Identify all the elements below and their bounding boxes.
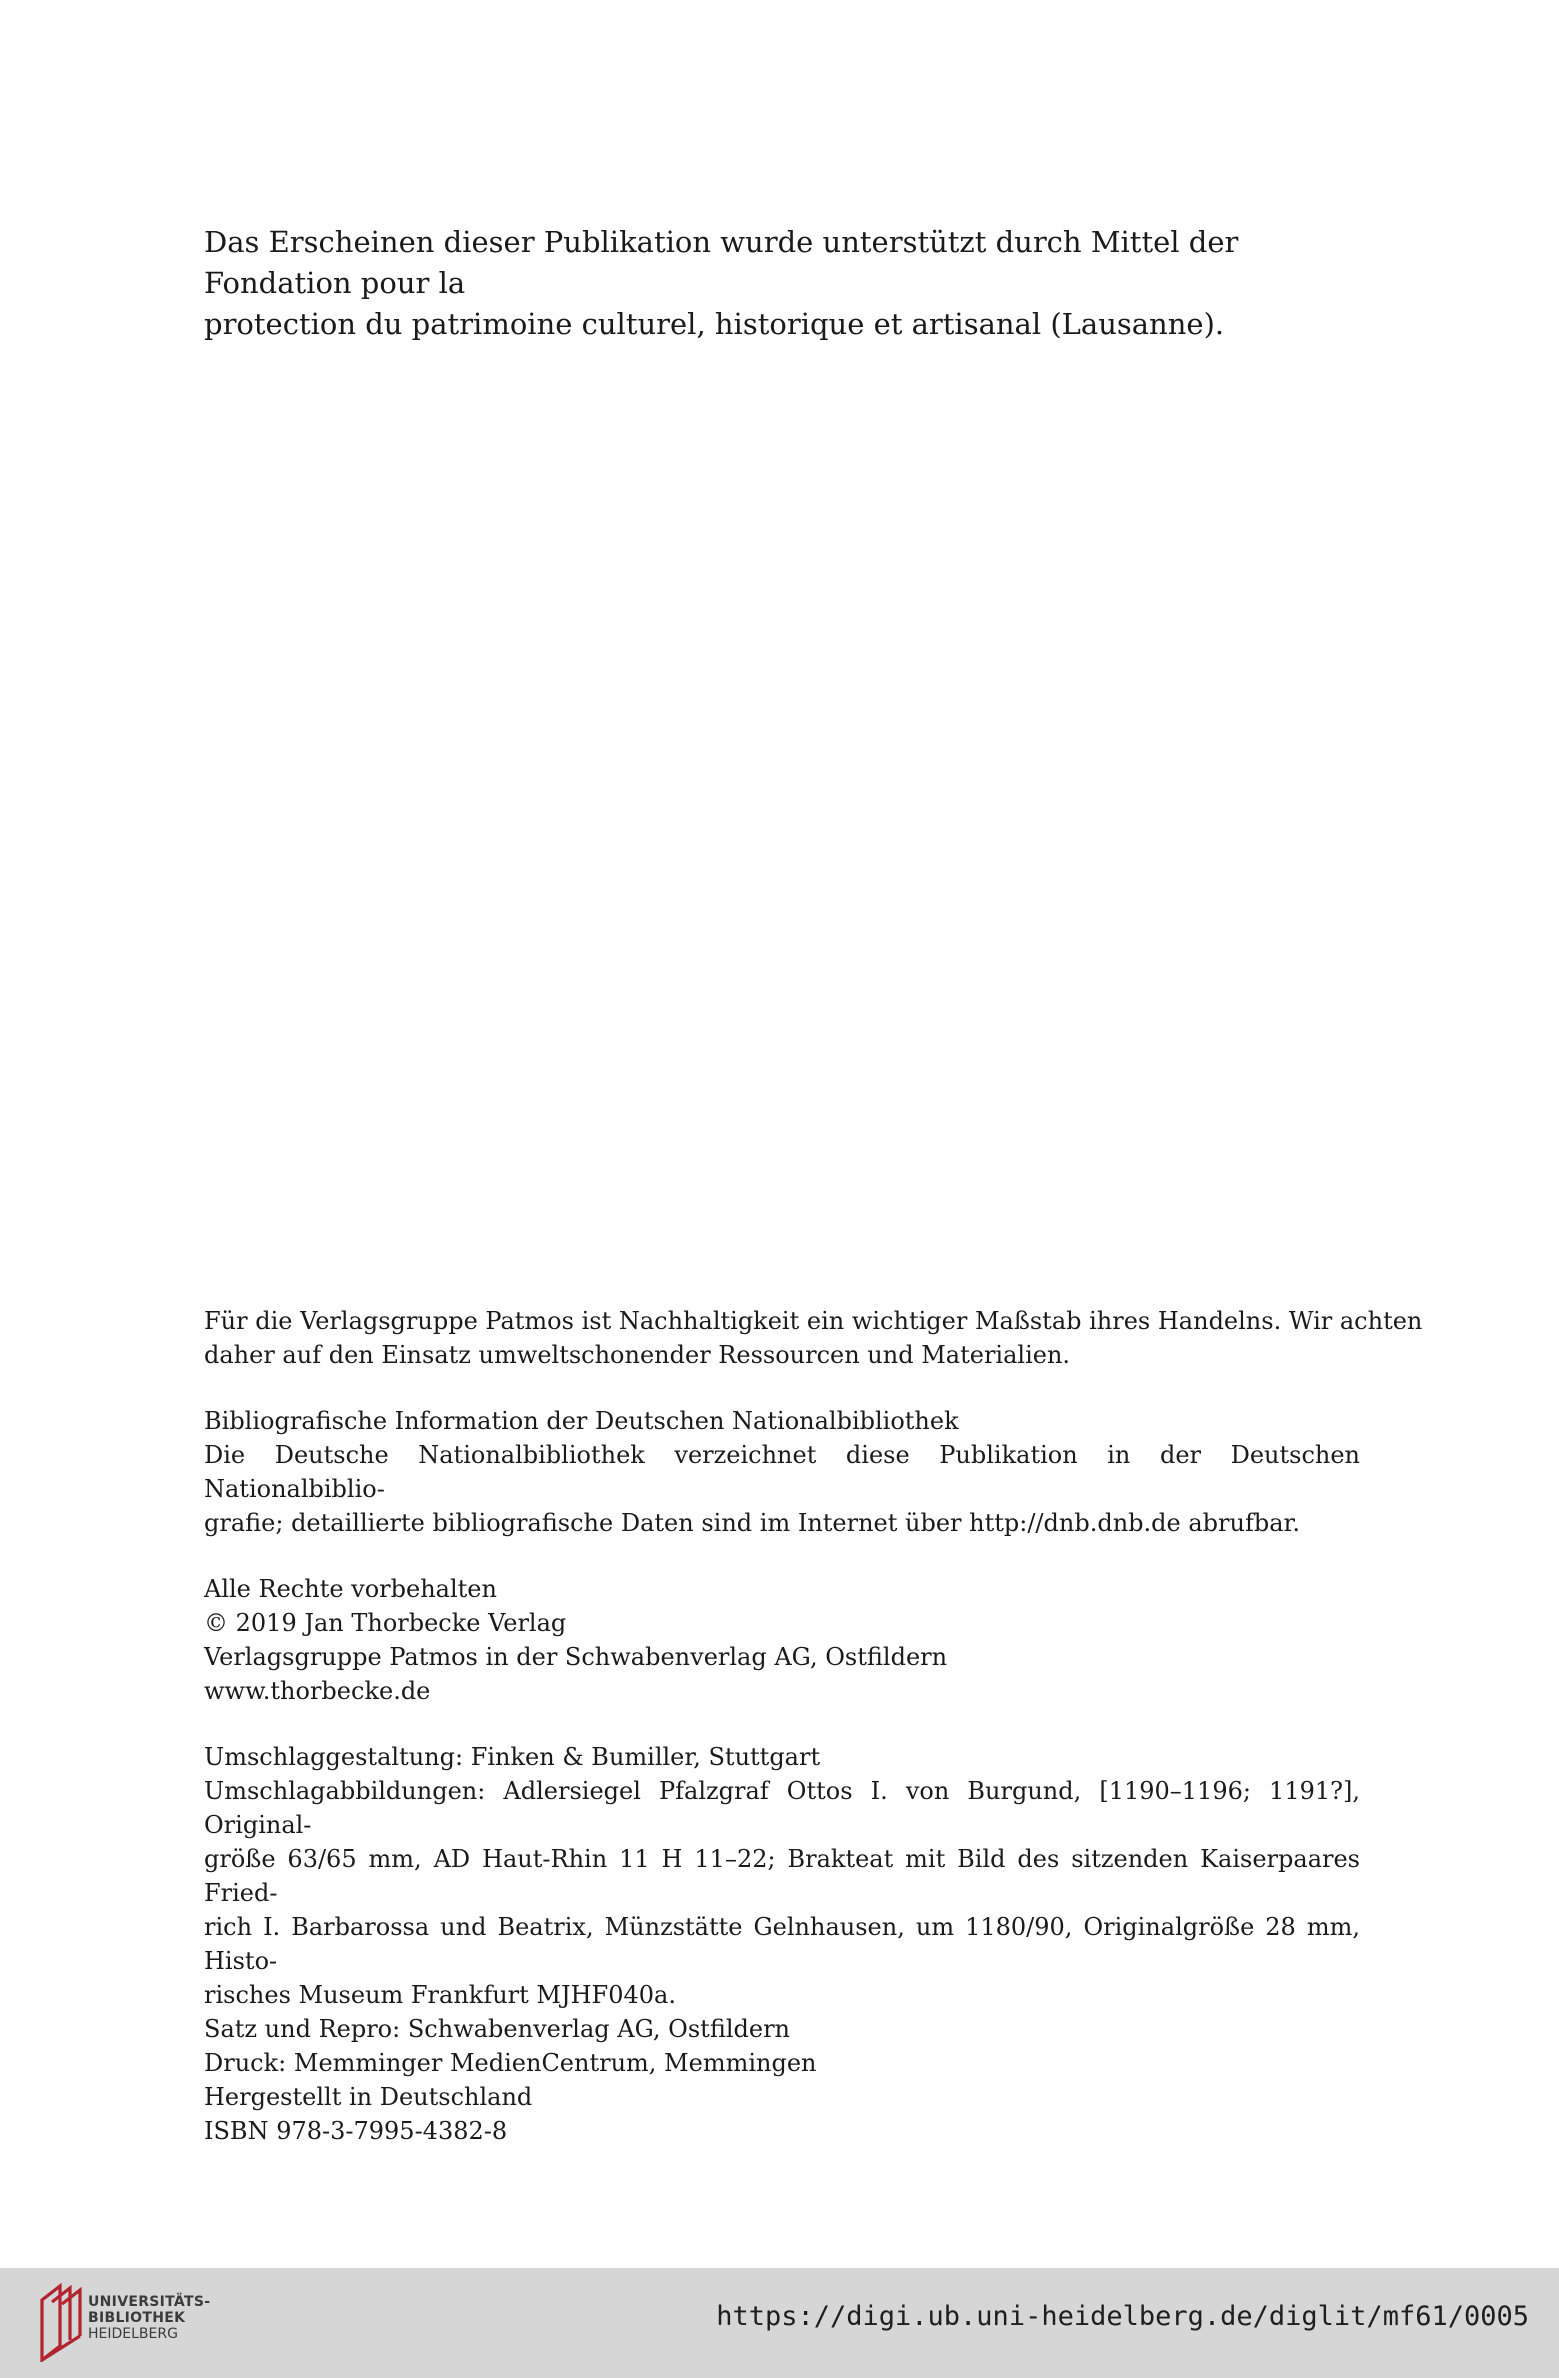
sustainability-line-1: Für die Verlagsgruppe Patmos ist Nachhaltigkeit ein wichtiger Maßstab ihres Handelns. Wir achten (204, 1307, 1423, 1335)
cover-images-line-4: risches Museum Frankfurt MJHF040a. (204, 1981, 676, 2009)
bibliographic-heading: Bibliografische Information der Deutschen Nationalbibliothek (204, 1407, 959, 1435)
library-name-line-3: HEIDELBERG (88, 2326, 178, 2342)
digitization-footer (0, 2268, 1559, 2378)
production-credits (204, 1740, 1360, 2148)
sustainability-notice (204, 1304, 1423, 1372)
made-in-notice: Hergestellt in Deutschland (204, 2083, 533, 2111)
imprint (204, 1304, 1423, 2180)
support-line-2: protection du patrimoine culturel, historique et artisanal (Lausanne). (204, 307, 1225, 341)
publisher-group: Verlagsgruppe Patmos in der Schwabenverlag AG, Ostfildern (204, 1643, 948, 1671)
support-line-1: Das Erscheinen dieser Publikation wurde unterstützt durch Mittel der Fondation pour la (204, 225, 1239, 300)
library-logo-icon (36, 2280, 90, 2362)
rights-reserved: Alle Rechte vorbehalten (204, 1575, 497, 1603)
bibliographic-line-2: grafie; detaillierte bibliografische Daten sind im Internet über http://dnb.dnb.de abrufbar. (204, 1509, 1300, 1537)
cover-design-credit: Umschlaggestaltung: Finken & Bumiller, Stuttgart (204, 1743, 821, 1771)
publisher-website: www.thorbecke.de (204, 1677, 431, 1705)
cover-images-line-3: rich I. Barbarossa und Beatrix, Münzstätte Gelnhausen, um 1180/90, Originalgröße 28 mm, Histo- (204, 1913, 1360, 1975)
printing-credit: Druck: Memminger MedienCentrum, Memmingen (204, 2049, 817, 2077)
library-name (88, 2294, 210, 2342)
permalink-url[interactable]: https://digi.ub.uni-heidelberg.de/diglit/mf61/0005 (716, 2301, 1529, 2332)
library-name-line-2: BIBLIOTHEK (88, 2310, 186, 2326)
typesetting-credit: Satz und Repro: Schwabenverlag AG, Ostfildern (204, 2015, 790, 2043)
bibliographic-information (204, 1404, 1360, 1540)
copyright-line: © 2019 Jan Thorbecke Verlag (204, 1609, 567, 1637)
bibliographic-line-1: Die Deutsche Nationalbibliothek verzeichnet diese Publikation in der Deutschen Nationalbiblio- (204, 1441, 1360, 1503)
cover-images-line-2: größe 63/65 mm, AD Haut-Rhin 11 H 11–22; Brakteat mit Bild des sitzenden Kaiserpaares Fried- (204, 1845, 1360, 1907)
isbn: ISBN 978-3-7995-4382-8 (204, 2117, 508, 2145)
sustainability-line-2: daher auf den Einsatz umweltschonender Ressourcen und Materialien. (204, 1341, 1071, 1369)
support-notice (204, 222, 1360, 345)
library-name-line-1: UNIVERSITÄTS- (88, 2294, 211, 2310)
rights-notice (204, 1572, 1360, 1708)
cover-images-line-1: Umschlagabbildungen: Adlersiegel Pfalzgraf Ottos I. von Burgund, [1190–1196; 1191?], Original- (204, 1777, 1360, 1839)
